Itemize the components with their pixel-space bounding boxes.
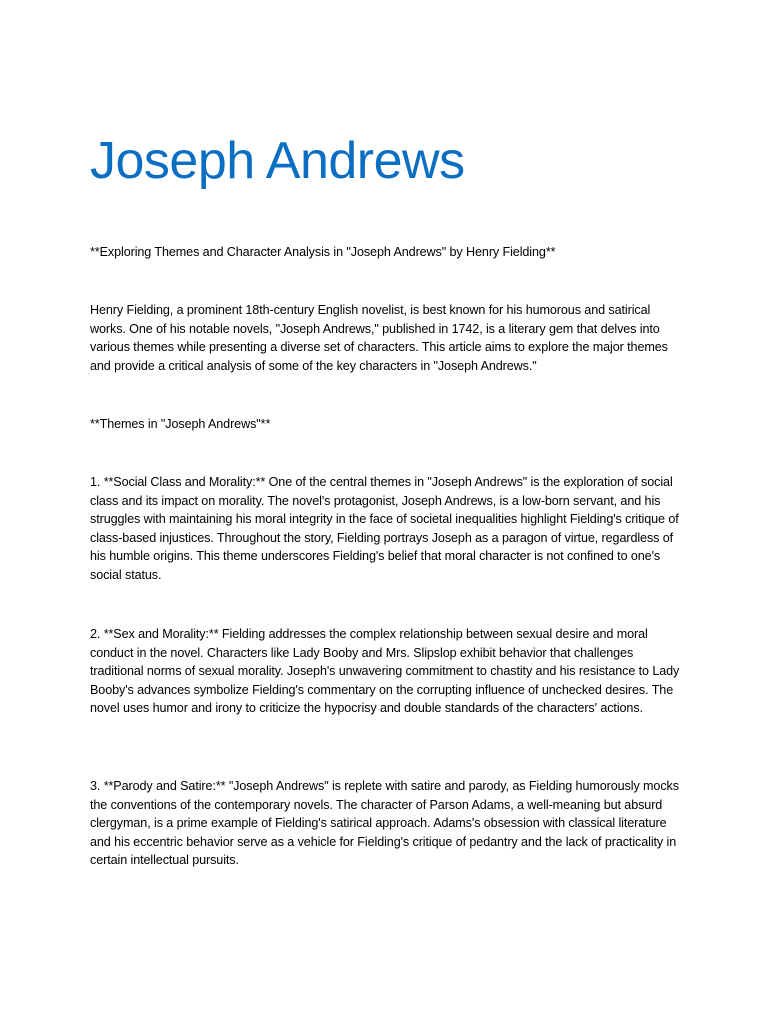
themes-heading: **Themes in "Joseph Andrews"** — [90, 417, 271, 431]
theme-paragraph-sex-morality: 2. **Sex and Morality:** Fielding addresses the complex relationship between sexual desire and moral conduct in the novel. Characters like Lady Booby and Mrs. Slipslop exhibit behavior that challenges traditional norms of sexual morality. Joseph's unwavering commitment to chastity and his resistance to Lady Booby's advances symbolize Fielding's commentary on the corrupting influence of unchecked desires. The novel uses humor and irony to criticize the hypocrisy and double standards of the characters' actions. — [90, 627, 680, 716]
document-title: Joseph Andrews — [90, 132, 465, 190]
theme-paragraph-parody-satire: 3. **Parody and Satire:** "Joseph Andrews" is replete with satire and parody, as Fielding humorously mocks the conventions of the contemporary novels. The character of Parson Adams, a well-meaning but absurd clergyman, is a prime example of Fielding's satirical approach. Adams's obsession with classical literature and his eccentric behavior serve as a vehicle for Fielding's critique of pedantry and the lack of practicality in certain intellectual pursuits. — [90, 779, 679, 868]
theme-paragraph-social-class: 1. **Social Class and Morality:** One of the central themes in "Joseph Andrews" is the exploration of social class and its impact on morality. The novel's protagonist, Joseph Andrews, is a low-born servant, and his struggles with maintaining his moral integrity in the face of societal inequalities highlight Fielding's critique of class-based injustices. Throughout the story, Fielding portrays Joseph as a paragon of virtue, regardless of his humble origins. This theme underscores Fielding's belief that moral character is not confined to one's social status. — [90, 475, 679, 582]
intro-paragraph: Henry Fielding, a prominent 18th-century English novelist, is best known for his humorous and satirical works. One of his notable novels, "Joseph Andrews," published in 1742, is a literary gem that delves into various themes while presenting a diverse set of characters. This article aims to explore the major themes and provide a critical analysis of some of the key characters in "Joseph Andrews." — [90, 303, 668, 373]
document-subtitle: **Exploring Themes and Character Analysis in "Joseph Andrews" by Henry Fielding** — [90, 245, 556, 259]
